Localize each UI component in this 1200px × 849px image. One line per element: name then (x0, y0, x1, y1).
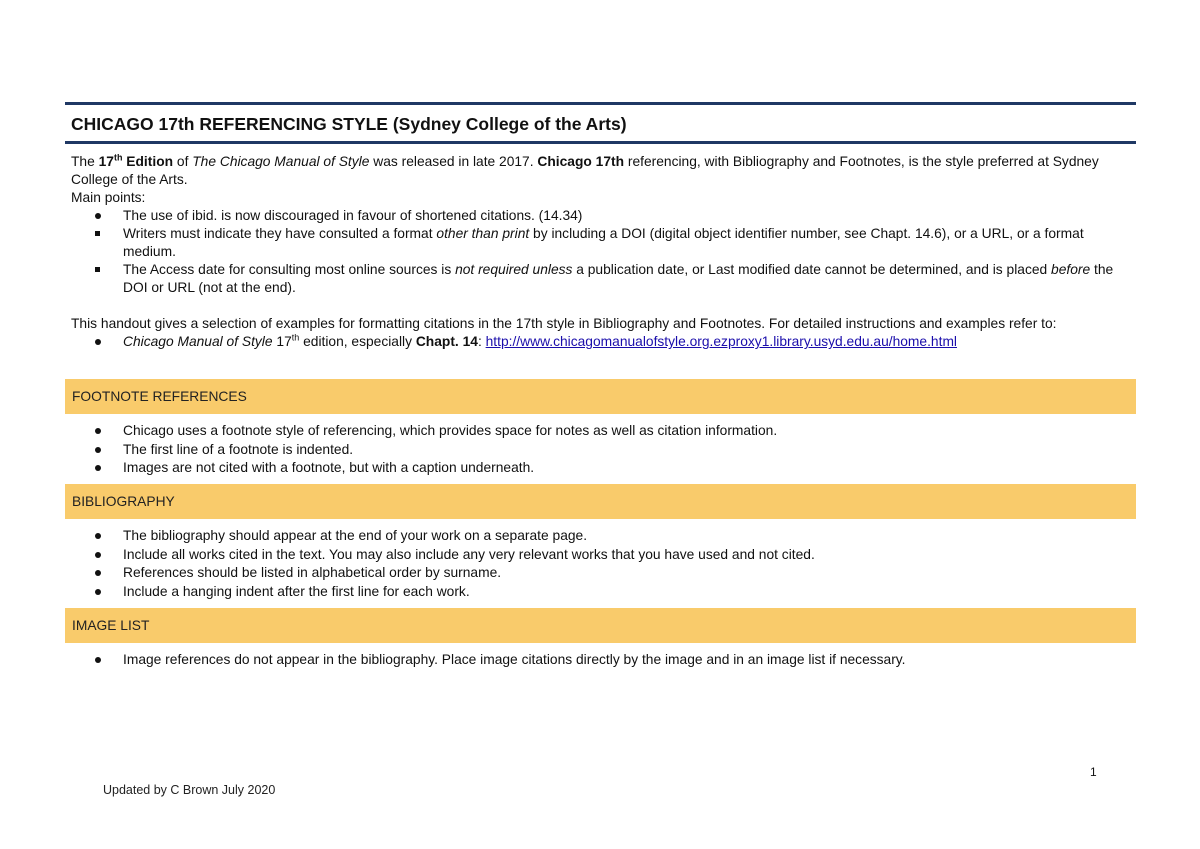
list-item: Chicago Manual of Style 17th edition, especially Chapt. 14: http://www.chicagomanualofstyle.org.ezproxy1.library.usyd.edu.au/home.html (71, 333, 1133, 351)
list-item: Images are not cited with a footnote, but with a caption underneath. (71, 459, 1133, 478)
footnote-list (71, 422, 1133, 478)
footer-note: Updated by C Brown July 2020 (103, 783, 276, 797)
intro-section (71, 153, 1133, 351)
page-number: 1 (1090, 765, 1097, 779)
list-item: The first line of a footnote is indented. (71, 441, 1133, 460)
section-heading-bibliography: BIBLIOGRAPHY (65, 484, 1136, 519)
list-item: Image references do not appear in the bibliography. Place image citations directly by the image and in an image list if necessary. (71, 651, 1133, 670)
section-heading-image-list: IMAGE LIST (65, 608, 1136, 643)
list-item: Writers must indicate they have consulted a format other than print by including a DOI (digital object identifier number, see Chapt. 14.6), or a URL, or a format medium. (71, 225, 1133, 261)
list-item: Include all works cited in the text. You may also include any very relevant works that you have used and not cited. (71, 546, 1133, 565)
list-item: The Access date for consulting most online sources is not required unless a publication date, or Last modified date cannot be determined, and is placed before the DOI or URL (not at the end). (71, 261, 1133, 297)
bibliography-list (71, 527, 1133, 601)
intro-paragraph: The 17th Edition of The Chicago Manual of Style was released in late 2017. Chicago 17th referencing, with Bibliography and Footnotes, is the style preferred at Sydney College of the Arts. (71, 152, 1099, 187)
main-points-label: Main points: (71, 190, 146, 205)
list-item: The use of ibid. is now discouraged in favour of shortened citations. (14.34) (71, 207, 1133, 225)
manual-url-link[interactable]: http://www.chicagomanualofstyle.org.ezproxy1.library.usyd.edu.au/home.html (485, 334, 957, 349)
reference-list (71, 333, 1133, 351)
list-item: The bibliography should appear at the end of your work on a separate page. (71, 527, 1133, 546)
list-item: Include a hanging indent after the first line for each work. (71, 583, 1133, 602)
list-item: Chicago uses a footnote style of referencing, which provides space for notes as well as citation information. (71, 422, 1133, 441)
handout-paragraph: This handout gives a selection of examples for formatting citations in the 17th style in Bibliography and Footnotes. For detailed instructions and examples refer to: (71, 316, 1057, 331)
title-bottom-rule (65, 141, 1136, 144)
section-heading-footnote: FOOTNOTE REFERENCES (65, 379, 1136, 414)
main-points-list-square (71, 225, 1133, 297)
page-title: CHICAGO 17th REFERENCING STYLE (Sydney College of the Arts) (71, 114, 627, 134)
list-item: References should be listed in alphabetical order by surname. (71, 564, 1133, 583)
image-list (71, 651, 1133, 670)
main-points-list (71, 207, 1133, 225)
title-top-rule (65, 102, 1136, 105)
